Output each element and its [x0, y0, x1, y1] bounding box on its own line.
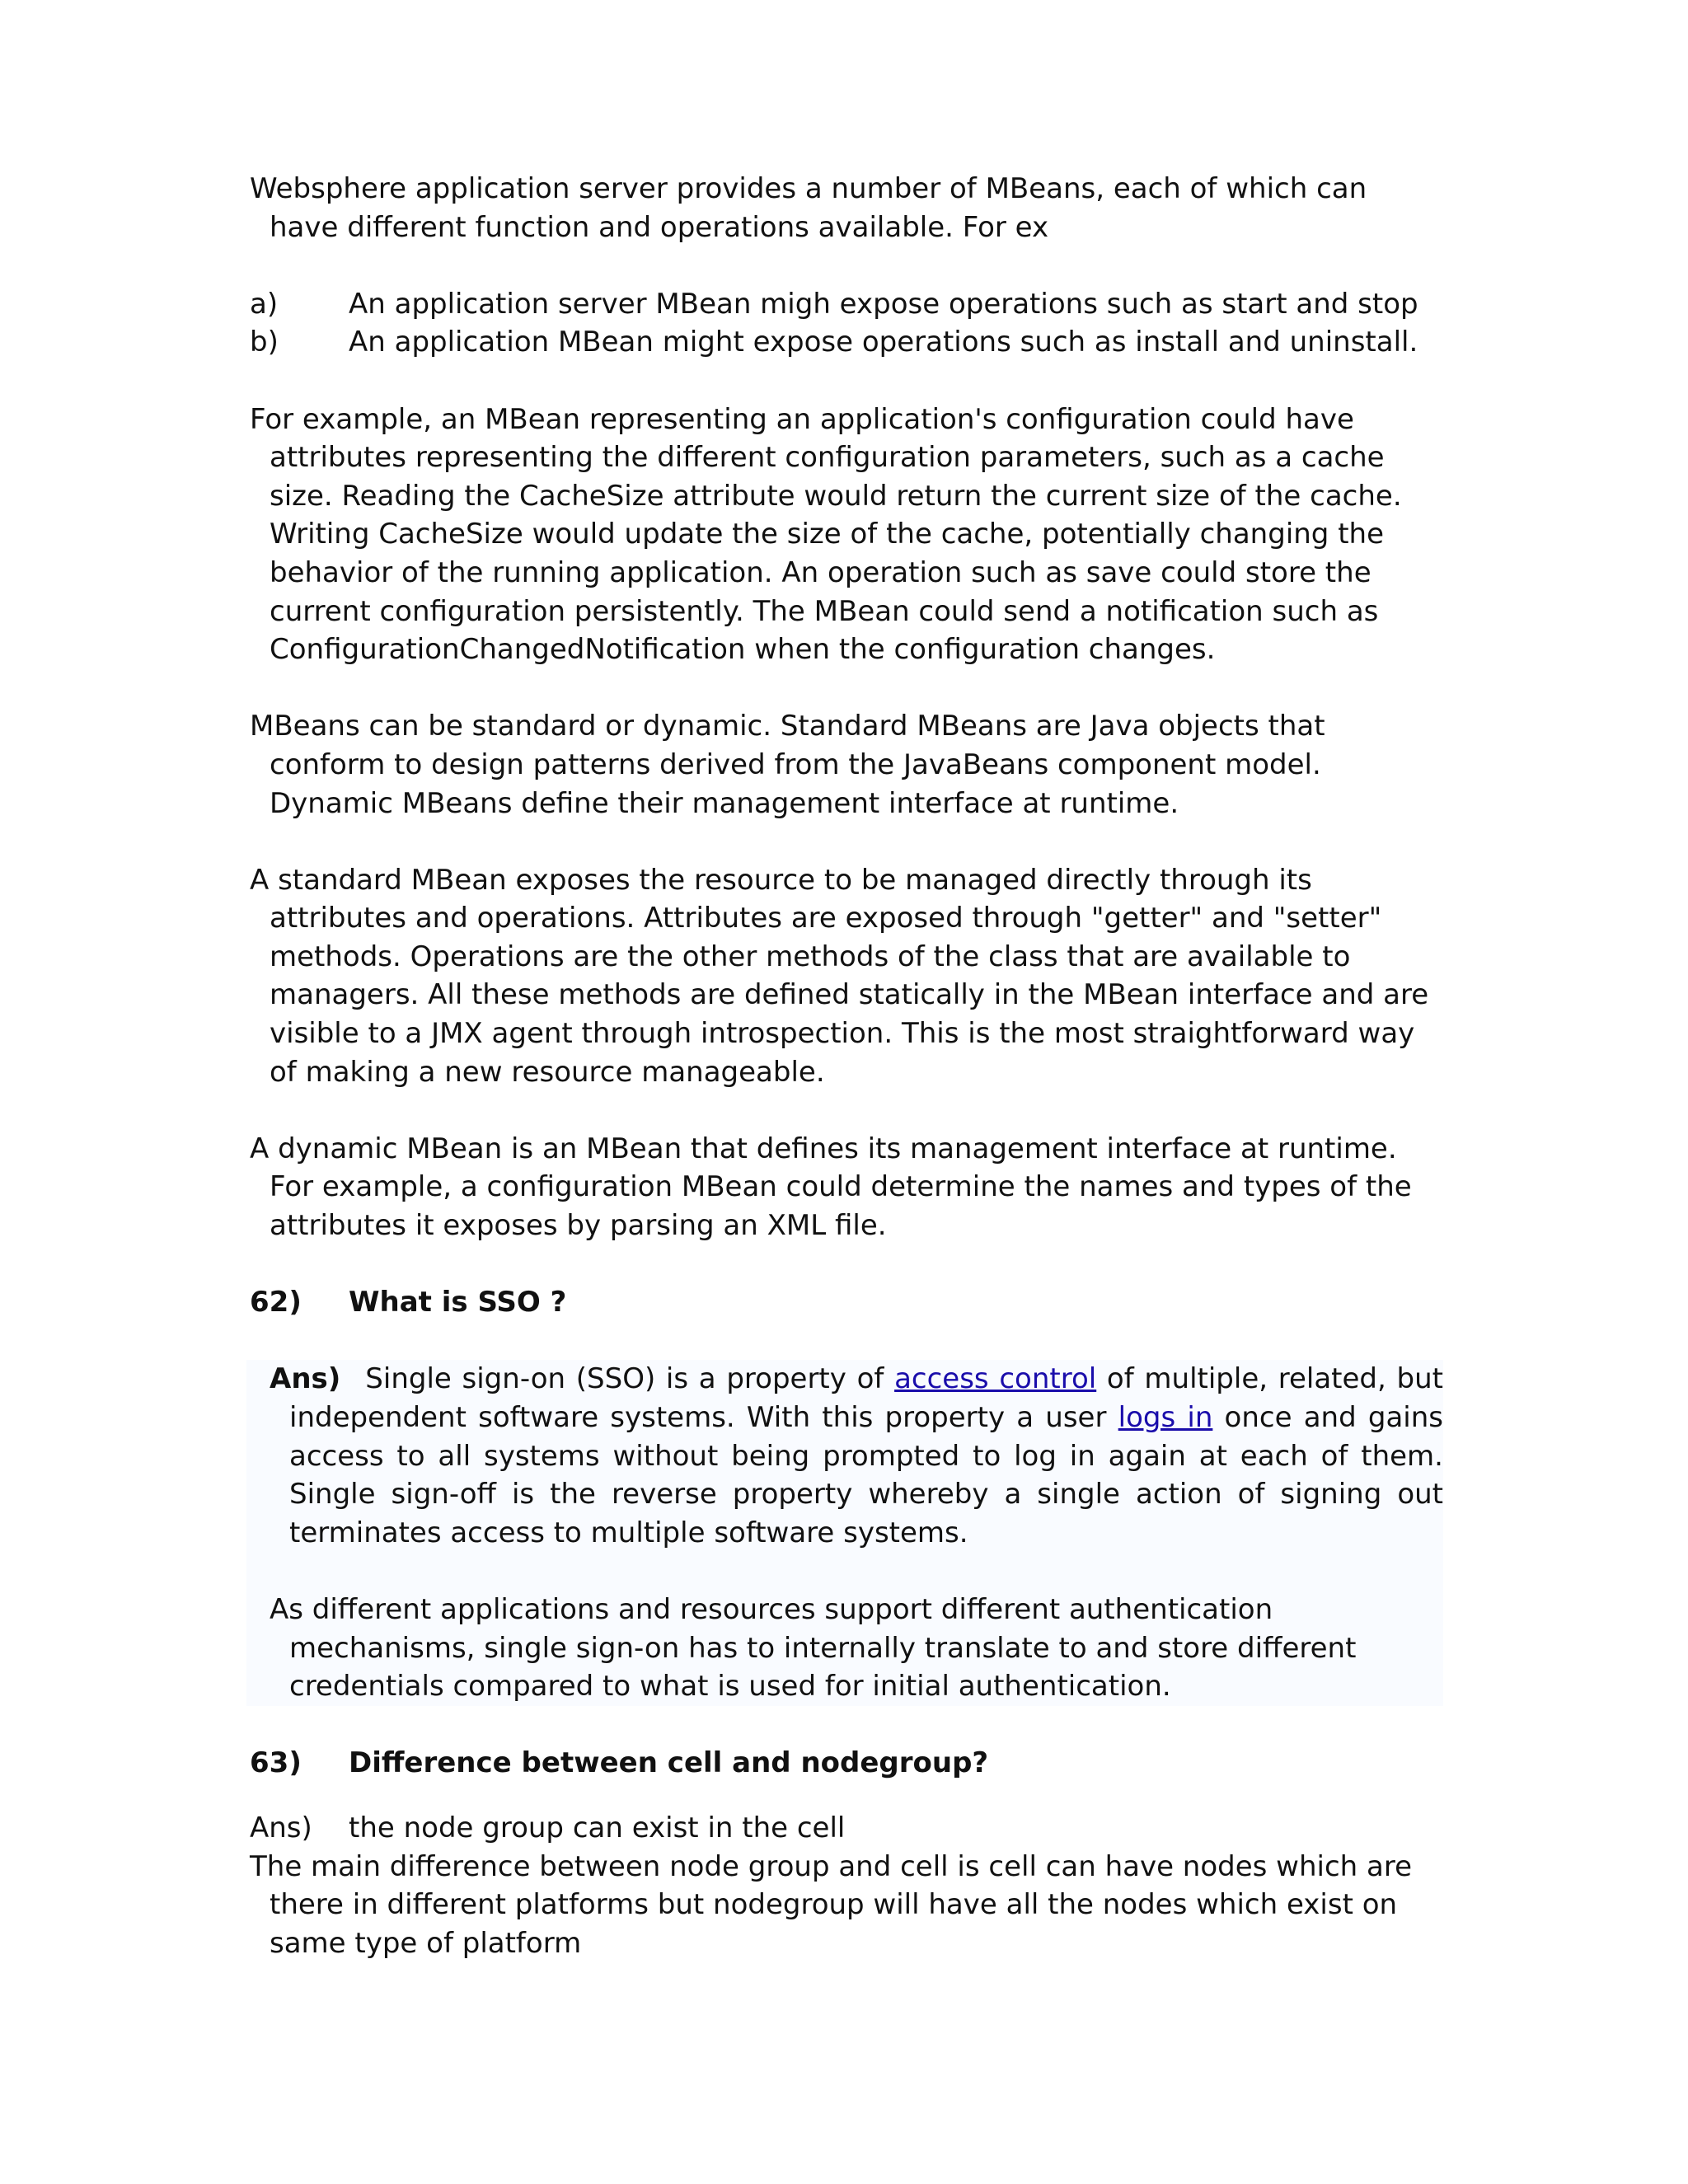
paragraph-standard-dynamic: MBeans can be standard or dynamic. Standard MBeans are Java objects that conform to design patterns derived from the JavaBeans component model. Dynamic MBeans define their management interface at runtime. — [250, 710, 1325, 820]
list-item — [250, 285, 1443, 324]
question-62-heading — [250, 1283, 1443, 1322]
paragraph-dynamic-mbean: A dynamic MBean is an MBean that defines its management interface at runtime. For example, a configuration MBean could determine the names and types of the attributes it exposes by parsing an XML file. — [250, 1132, 1412, 1243]
sso-answer-paragraph — [270, 1360, 1443, 1552]
sso-answer-block — [246, 1360, 1443, 1705]
list-item-text: An application MBean might expose operations such as install and uninstall. — [349, 326, 1418, 359]
examples-list — [250, 285, 1443, 362]
sso-followup-paragraph: As different applications and resources support different authentication mechanisms, single sign-on has to internally translate to and store different credentials compared to what is used for initial authentication. — [270, 1592, 1357, 1704]
document-page — [250, 170, 1443, 1962]
nodegroup-detail-paragraph: The main difference between node group and cell is cell can have nodes which are there in different platforms but nodegroup will have all the nodes which exist on same type of platform — [250, 1849, 1413, 1960]
answer-text-part1: Single sign-on (SSO) is a property of — [365, 1362, 895, 1396]
list-marker: a) — [250, 287, 279, 321]
question-63-heading — [250, 1744, 1443, 1783]
list-marker: b) — [250, 326, 279, 359]
question-number: 62) — [250, 1286, 302, 1319]
list-item — [250, 323, 1443, 362]
logs-in-link[interactable]: logs in — [1118, 1401, 1213, 1434]
answer-text-part3: once and gains access to all systems without being prompted to log in again at each of them. Single sign-off is the reverse property whereby a single action of signing out terminates access to multiple software systems. — [289, 1401, 1443, 1549]
answer-text: the node group can exist in the cell — [349, 1811, 846, 1844]
question-number: 63) — [250, 1746, 302, 1780]
answer-label: Ans) — [270, 1362, 341, 1396]
question-text: What is SSO ? — [349, 1286, 567, 1319]
access-control-link[interactable]: access control — [894, 1362, 1097, 1396]
nodegroup-answer-line — [250, 1809, 1443, 1848]
paragraph-config-example: For example, an MBean representing an application's configuration could have attributes representing the different configuration parameters, such as a cache size. Reading the CacheSize attribute would return the current size of the cache. Writing CacheSize would update the size of the cache, potentially changing the behavior of the running application. An operation such as save could store the current configuration persistently. The MBean could send a notification such as ConfigurationChangedNotification when the configuration changes. — [250, 402, 1402, 667]
answer-label: Ans) — [250, 1811, 312, 1844]
answer-text-part2: of multiple, related, but independent software systems. With this property a user — [289, 1362, 1443, 1434]
spacer — [250, 1706, 1443, 1745]
paragraph-standard-mbean: A standard MBean exposes the resource to be managed directly through its attributes and operations. Attributes are exposed through "getter" and "setter" methods. Operations are the other methods of the class that are available to managers. All these methods are defined statically in the MBean interface and are visible to a JMX agent through introspection. This is the most straightforward way of making a new resource manageable. — [250, 863, 1429, 1089]
intro-paragraph: Websphere application server provides a number of MBeans, each of which can have different function and operations available. For ex — [250, 172, 1367, 244]
list-item-text: An application server MBean migh expose operations such as start and stop — [349, 287, 1418, 321]
question-text: Difference between cell and nodegroup? — [349, 1746, 989, 1780]
